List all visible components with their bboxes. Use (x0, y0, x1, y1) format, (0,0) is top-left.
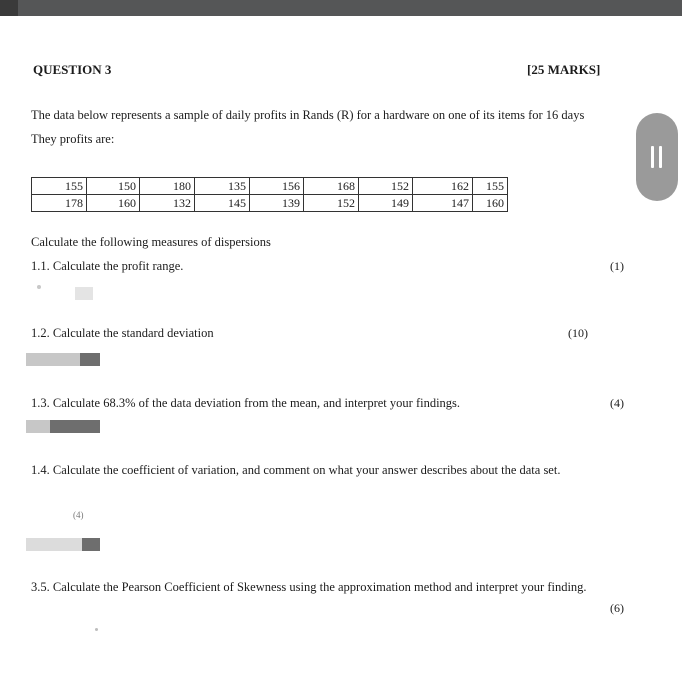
blur-mark (95, 628, 98, 631)
item-1-1-marks: (1) (610, 259, 624, 273)
item-3-5-label: 3.5. Calculate the Pearson Coefficient of Skewness using the approximation method and interpret your finding. (31, 580, 587, 594)
table-cell: 149 (359, 195, 413, 212)
item-1-2-label: 1.2. Calculate the standard deviation (31, 326, 214, 340)
redacted-block (26, 538, 100, 551)
scrollbar-thumb[interactable] (636, 113, 678, 201)
item-1-4-label: 1.4. Calculate the coefficient of variation, and comment on what your answer describes about the data set. (31, 463, 561, 477)
table-cell: 155 (473, 178, 508, 195)
item-1-3-marks: (4) (610, 396, 624, 410)
table-cell: 150 (87, 178, 140, 195)
table-cell: 152 (359, 178, 413, 195)
table-cell: 132 (140, 195, 195, 212)
item-1-1-label: 1.1. Calculate the profit range. (31, 259, 184, 273)
question-marks: [25 MARKS] (527, 62, 601, 77)
table-cell: 155 (32, 178, 87, 195)
table-cell: 168 (304, 178, 359, 195)
redacted-block (26, 353, 100, 366)
redacted-block-dark (82, 538, 100, 551)
section-heading: Calculate the following measures of dispersions (31, 235, 271, 249)
window-top-bar-corner (0, 0, 18, 16)
item-1-2-marks: (10) (568, 326, 588, 340)
redacted-block-dark (50, 420, 100, 433)
table-cell: 152 (304, 195, 359, 212)
blur-mark (37, 285, 41, 289)
question-title: QUESTION 3 (33, 62, 112, 77)
table-cell: 180 (140, 178, 195, 195)
intro-text-line-1: The data below represents a sample of daily profits in Rands (R) for a hardware on one of its items for 16 days (31, 108, 585, 122)
scroll-grip-left (651, 146, 654, 168)
table-cell: 135 (195, 178, 250, 195)
item-3-5-marks: (6) (610, 601, 624, 615)
redacted-block (75, 287, 93, 300)
table-cell: 147 (413, 195, 473, 212)
redacted-block (26, 420, 100, 433)
table-cell: 156 (250, 178, 304, 195)
profits-data-table (31, 177, 508, 212)
intro-text-line-2: They profits are: (31, 132, 115, 146)
table-cell: 160 (473, 195, 508, 212)
table-cell: 145 (195, 195, 250, 212)
item-1-4-marks: (4) (73, 510, 84, 520)
window-top-bar (0, 0, 682, 16)
item-1-3-label: 1.3. Calculate 68.3% of the data deviation from the mean, and interpret your findings. (31, 396, 461, 410)
table-cell: 162 (413, 178, 473, 195)
redacted-block-dark (80, 353, 100, 366)
table-cell: 160 (87, 195, 140, 212)
table-row (32, 195, 508, 212)
table-cell: 139 (250, 195, 304, 212)
scroll-grip-right (659, 146, 662, 168)
table-row (32, 178, 508, 195)
table-cell: 178 (32, 195, 87, 212)
